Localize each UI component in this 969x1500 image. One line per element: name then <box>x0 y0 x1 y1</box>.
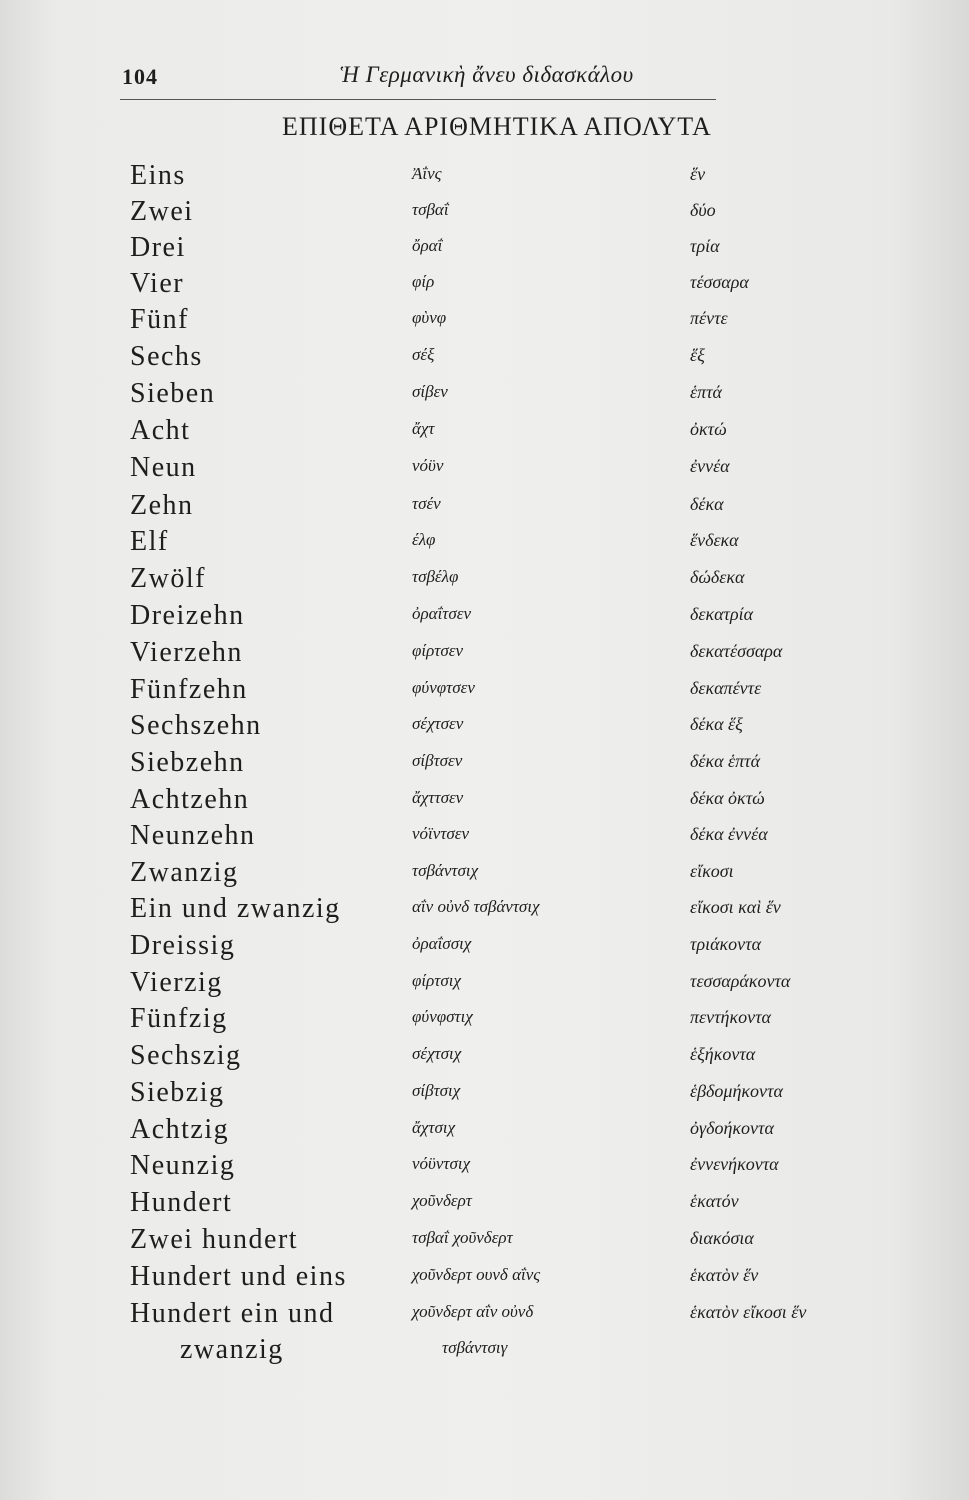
german-word: Hundert ein und <box>130 1298 335 1329</box>
greek-translation: ἑκατόν <box>690 1191 739 1211</box>
pronunciation: τσβαΐ <box>412 200 449 219</box>
german-word: Elf <box>130 526 169 557</box>
german-word: Dreizehn <box>130 600 245 631</box>
pronunciation: ἄχτσιχ <box>412 1118 456 1137</box>
greek-translation: τεσσαράκοντα <box>690 971 791 991</box>
german-word: Achtzig <box>130 1114 230 1145</box>
table-row <box>0 1114 969 1150</box>
pronunciation: τσβαΐ χοῦνδερτ <box>412 1228 513 1247</box>
pronunciation: σέξ <box>412 345 435 364</box>
pronunciation: έλφ <box>412 530 436 549</box>
running-title: Ἡ Γερμανικὴ ἄνευ διδασκάλου <box>340 62 634 87</box>
pronunciation: τσβάντσιχ <box>412 861 479 880</box>
greek-translation: ἑκατὸν εἴκοσι ἕν <box>690 1302 807 1322</box>
greek-translation: ἐννέα <box>690 456 730 476</box>
pronunciation: νόϋντσιχ <box>412 1154 471 1173</box>
pronunciation-continuation: τσβάντσιγ <box>442 1338 508 1357</box>
german-word: Fünf <box>130 304 189 335</box>
greek-translation: ὀκτώ <box>690 419 727 439</box>
table-row <box>0 526 969 562</box>
german-word: Acht <box>130 415 191 446</box>
table-row <box>0 1150 969 1186</box>
pronunciation: ὀραΐτσεν <box>412 604 472 623</box>
pronunciation: χοῦνδερτ αΐν οὐνδ <box>412 1302 534 1321</box>
pronunciation: φύνφτσεν <box>412 678 475 697</box>
german-word: Drei <box>130 232 186 263</box>
table-row <box>0 1077 969 1113</box>
greek-translation: δέκα ἐννέα <box>690 824 768 844</box>
table-row <box>0 341 969 377</box>
german-word: Siebzehn <box>130 747 245 778</box>
greek-translation: ἐννενήκοντα <box>690 1154 779 1174</box>
greek-translation: ἕν <box>690 164 706 184</box>
pronunciation: τσβέλφ <box>412 567 459 586</box>
german-word: Ein und zwanzig <box>130 893 341 924</box>
german-word: Dreissig <box>130 930 236 961</box>
greek-translation: πεντήκοντα <box>690 1007 771 1027</box>
german-word: Neun <box>130 452 197 483</box>
german-word: Hundert und eins <box>130 1261 347 1292</box>
pronunciation: φίρτσιχ <box>412 971 461 990</box>
table-row <box>0 452 969 488</box>
german-word: Zehn <box>130 490 194 521</box>
pronunciation: χοῦνδερτ <box>412 1191 472 1210</box>
greek-translation: εἴκοσι καὶ ἕν <box>690 897 781 917</box>
pronunciation: ἄχττσεν <box>412 788 464 807</box>
german-word: Zwei hundert <box>130 1224 299 1255</box>
german-word: Siebzig <box>130 1077 225 1108</box>
table-row <box>0 1003 969 1039</box>
table-row <box>0 784 969 820</box>
pronunciation: νόϋν <box>412 456 444 475</box>
greek-translation: δέκα ἑπτά <box>690 751 761 771</box>
greek-translation: δεκαπέντε <box>690 678 762 698</box>
greek-translation: δώδεκα <box>690 567 745 587</box>
greek-translation: διακόσια <box>690 1228 754 1248</box>
german-word: Fünfzig <box>130 1003 228 1034</box>
greek-translation: ἕνδεκα <box>690 530 739 550</box>
pronunciation: φὺνφ <box>412 308 447 327</box>
table-row <box>0 674 969 710</box>
pronunciation: φύνφστιχ <box>412 1007 473 1026</box>
greek-translation: δεκατρία <box>690 604 754 624</box>
pronunciation: σίβτσιχ <box>412 1081 461 1100</box>
german-word: Neunzehn <box>130 820 256 851</box>
german-word-continuation: zwanzig <box>180 1334 284 1365</box>
pronunciation: αΐν οὐνδ τσβάντσιχ <box>412 897 540 916</box>
pronunciation: Ἀΐνς <box>412 164 442 183</box>
greek-translation: τριάκοντα <box>690 934 762 954</box>
table-row <box>0 1261 969 1297</box>
german-word: Eins <box>130 160 186 191</box>
greek-translation: ἑκατὸν ἕν <box>690 1265 759 1285</box>
table-row <box>0 747 969 783</box>
pronunciation: σέχτσιχ <box>412 1044 462 1063</box>
german-word: Achtzehn <box>130 784 250 815</box>
table-row <box>0 930 969 966</box>
pronunciation: ἄχτ <box>412 419 435 438</box>
greek-translation: εἴκοσι <box>690 861 734 881</box>
german-word: Zwölf <box>130 563 206 594</box>
greek-translation: τέσσαρα <box>690 272 749 292</box>
table-row <box>0 268 969 304</box>
german-word: Vierzehn <box>130 637 243 668</box>
greek-translation: δέκα <box>690 494 724 514</box>
pronunciation: τσέν <box>412 494 441 513</box>
section-title: ΕΠΙΘΕΤΑ ΑΡΙΘΜΗΤΙΚΑ ΑΠΟΛΥΤΑ <box>282 112 712 141</box>
table-row <box>0 415 969 451</box>
german-word: Neunzig <box>130 1150 236 1181</box>
german-word: Zwei <box>130 196 194 227</box>
greek-translation: ὀγδοήκοντα <box>690 1118 774 1138</box>
german-word: Vier <box>130 268 185 299</box>
table-row <box>0 1298 969 1334</box>
table-row <box>0 196 969 232</box>
greek-translation: ἑβδομήκοντα <box>690 1081 783 1101</box>
table-row <box>0 1224 969 1260</box>
table-row <box>0 710 969 746</box>
pronunciation: νόϊντσεν <box>412 824 470 843</box>
table-row-continuation <box>0 1334 969 1370</box>
table-row <box>0 490 969 526</box>
table-row <box>0 600 969 636</box>
pronunciation: χοῦνδερτ ουνδ αΐνς <box>412 1265 541 1284</box>
german-word: Vierzig <box>130 967 223 998</box>
pronunciation: σίβτσεν <box>412 751 463 770</box>
table-row <box>0 893 969 929</box>
greek-translation: ἑξήκοντα <box>690 1044 756 1064</box>
german-word: Sechs <box>130 341 203 372</box>
german-word: Sieben <box>130 378 216 409</box>
table-row <box>0 637 969 673</box>
table-row <box>0 304 969 340</box>
pronunciation: σέχτσεν <box>412 714 464 733</box>
pronunciation: σίβεν <box>412 382 448 401</box>
table-row <box>0 378 969 414</box>
greek-translation: ἕξ <box>690 345 705 365</box>
german-word: Zwanzig <box>130 857 239 888</box>
german-word: Sechszehn <box>130 710 262 741</box>
table-row <box>0 967 969 1003</box>
greek-translation: δύο <box>690 200 716 220</box>
greek-translation: τρία <box>690 236 720 256</box>
greek-translation: πέντε <box>690 308 728 328</box>
greek-translation: δέκα ἕξ <box>690 714 743 734</box>
table-row <box>0 857 969 893</box>
table-row <box>0 563 969 599</box>
pronunciation: φίρτσεν <box>412 641 463 660</box>
greek-translation: δέκα ὀκτώ <box>690 788 765 808</box>
table-row <box>0 820 969 856</box>
german-word: Fünfzehn <box>130 674 248 705</box>
pronunciation: φίρ <box>412 272 435 291</box>
table-row <box>0 1040 969 1076</box>
pronunciation: ὄραΐ <box>412 236 443 255</box>
page-number: 104 <box>122 64 158 89</box>
table-row <box>0 232 969 268</box>
greek-translation: ἑπτά <box>690 382 723 402</box>
table-row <box>0 1187 969 1223</box>
german-word: Hundert <box>130 1187 233 1218</box>
german-word: Sechszig <box>130 1040 242 1071</box>
pronunciation: ὀραΐσσιχ <box>412 934 472 953</box>
table-row <box>0 160 969 196</box>
greek-translation: δεκατέσσαρα <box>690 641 783 661</box>
